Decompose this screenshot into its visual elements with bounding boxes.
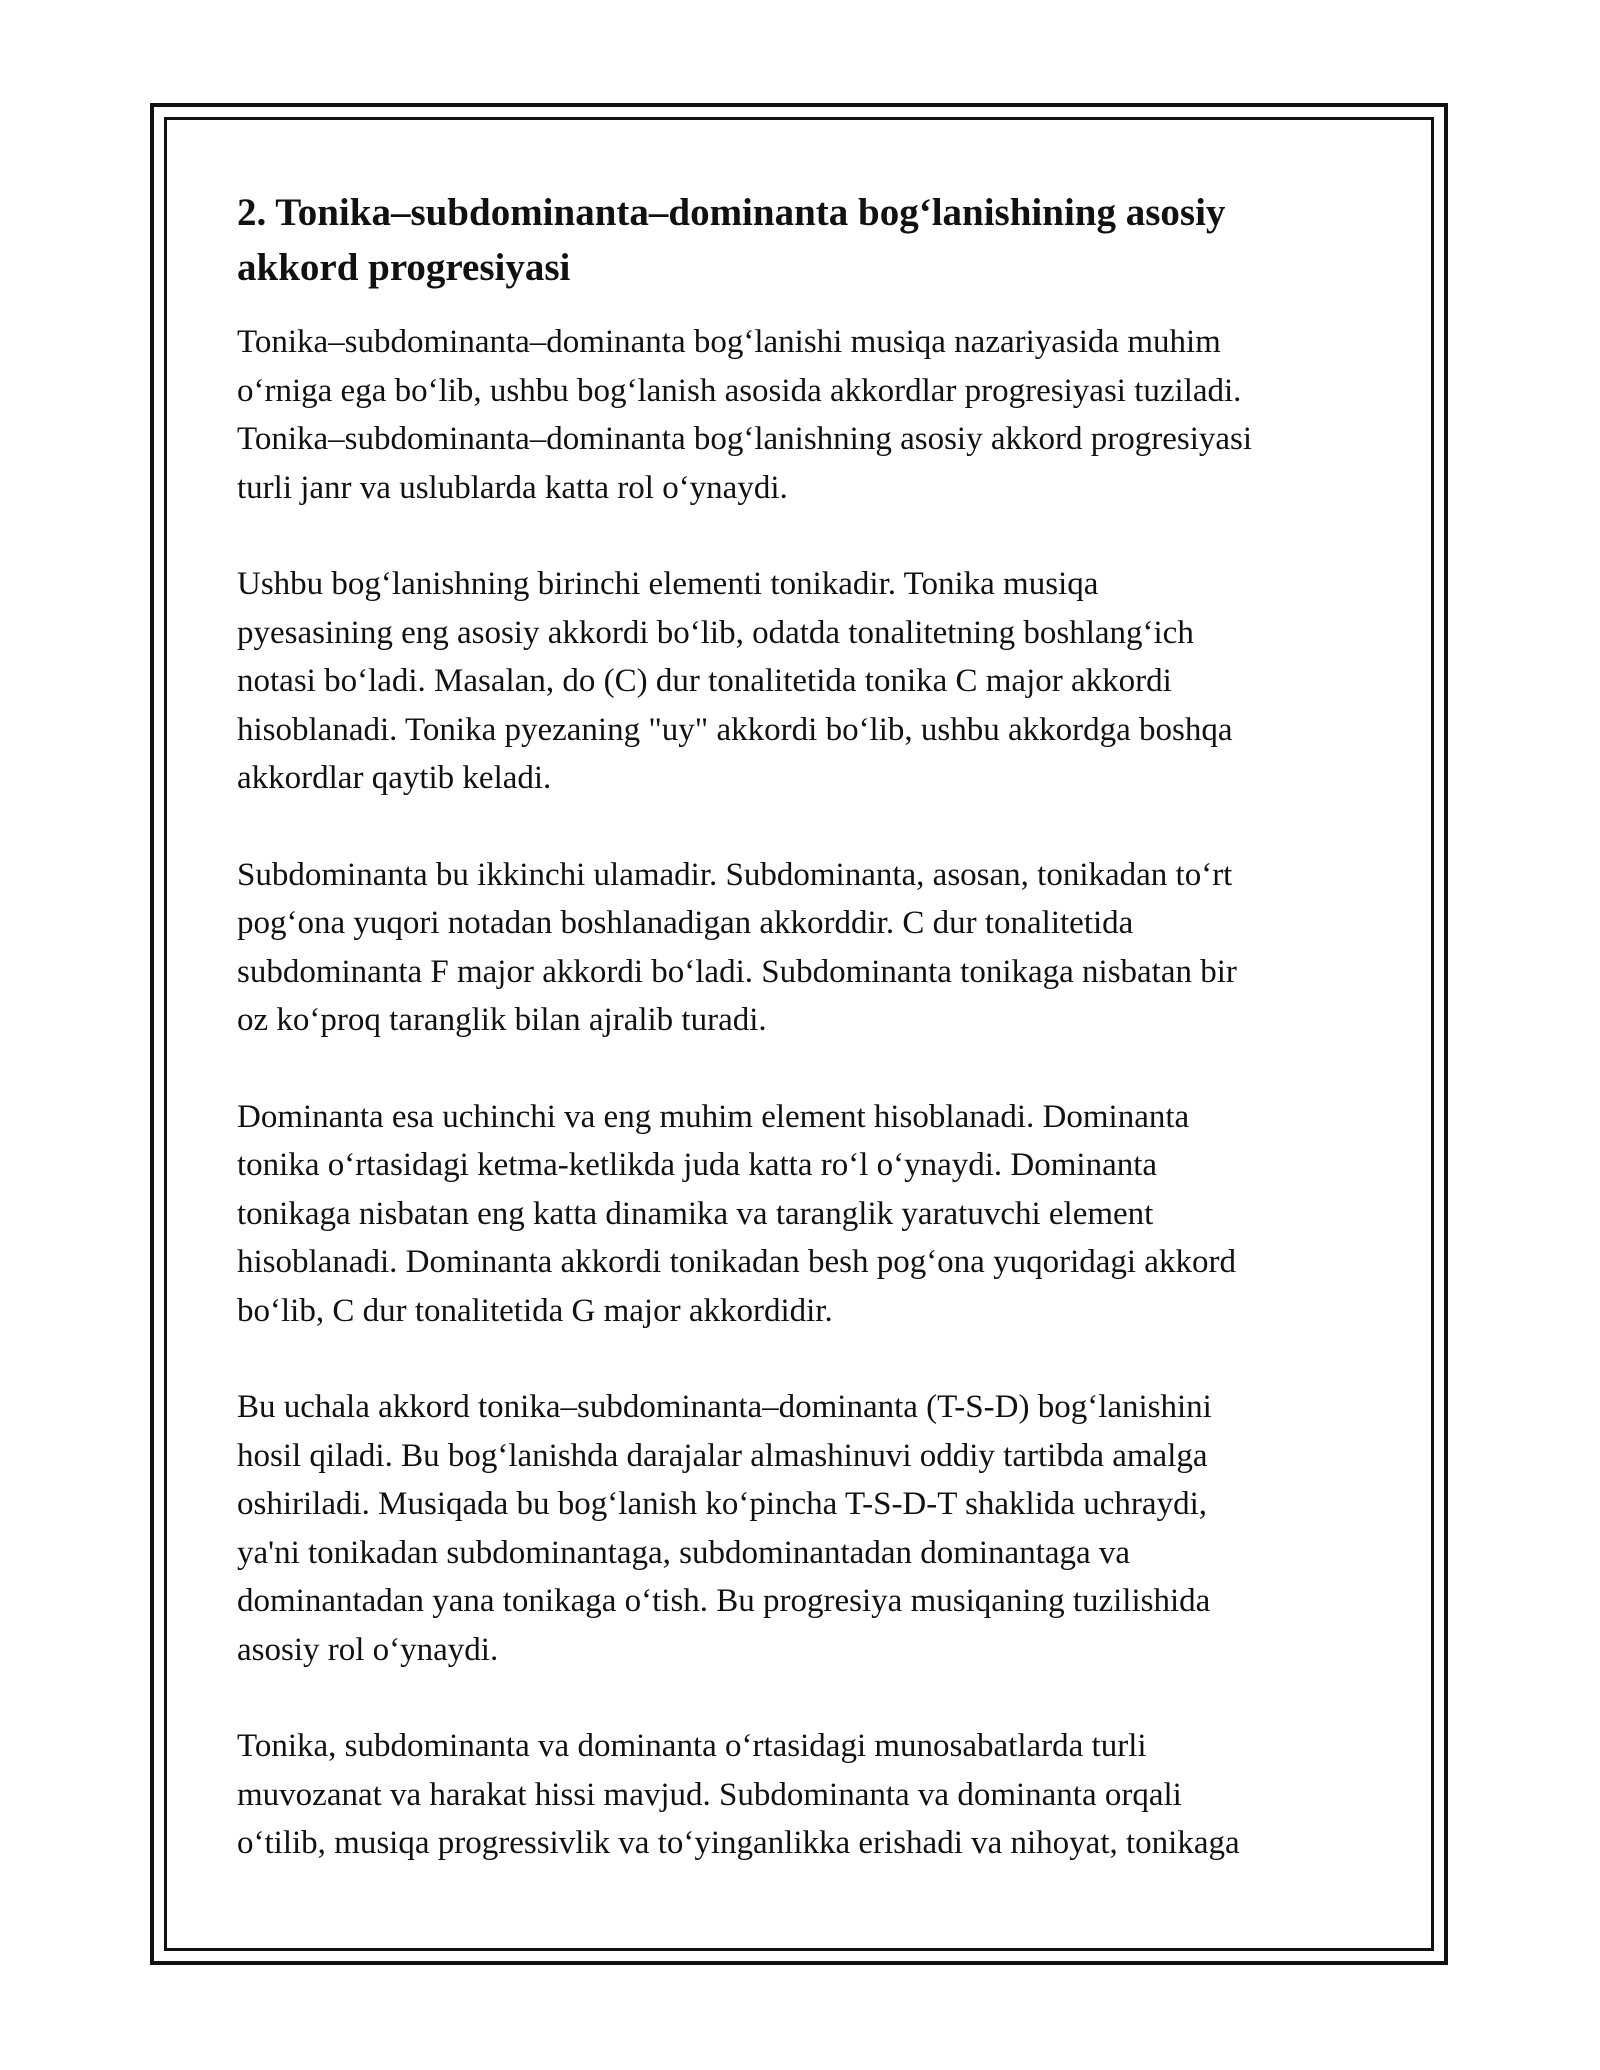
text-line: pog‘ona yuqori notadan boshlanadigan akkorddir. C dur tonalitetida — [237, 905, 1134, 941]
paragraph-subdominant — [237, 851, 1377, 1045]
text-line: Tonika–subdominanta–dominanta bog‘lanishning asosiy akkord progresiyasi — [237, 421, 1253, 457]
text-line: akkordlar qaytib keladi. — [237, 760, 552, 796]
paragraph-tonic — [237, 560, 1377, 803]
text-line: oz ko‘proq taranglik bilan ajralib turadi. — [237, 1002, 767, 1038]
text-line: tonikaga nisbatan eng katta dinamika va taranglik yaratuvchi element — [237, 1195, 1154, 1232]
text-line: subdominanta F major akkordi bo‘ladi. Subdominanta tonikaga nisbatan bir — [237, 953, 1237, 990]
section-heading-line: akkord progresiyasi — [237, 246, 571, 289]
document-body — [237, 185, 1377, 1868]
paragraph-dominant — [237, 1093, 1377, 1336]
text-line: Tonika, subdominanta va dominanta o‘rtasidagi munosabatlarda turli — [237, 1728, 1147, 1764]
text-line: Bu uchala akkord tonika–subdominanta–dominanta (T-S-D) bog‘lanishini — [237, 1389, 1212, 1425]
text-line: dominantadan yana tonikaga o‘tish. Bu progresiya musiqaning tuzilishida — [237, 1583, 1211, 1619]
text-line: tonika o‘rtasidagi ketma-ketlikda juda katta ro‘l o‘ynaydi. Dominanta — [237, 1147, 1158, 1183]
paragraph-tsd-connection — [237, 1383, 1377, 1674]
text-line: hisoblanadi. Dominanta akkordi tonikadan besh pog‘ona yuqoridagi akkord — [237, 1244, 1236, 1280]
text-line: asosiy rol o‘ynaydi. — [237, 1631, 499, 1668]
section-heading — [237, 185, 1377, 295]
text-line: Dominanta esa uchinchi va eng muhim element hisoblanadi. Dominanta — [237, 1098, 1190, 1135]
text-line: ya'ni tonikadan subdominantaga, subdominantadan dominantaga va — [237, 1534, 1131, 1571]
text-line: Subdominanta bu ikkinchi ulamadir. Subdominanta, asosan, tonikadan to‘rt — [237, 856, 1233, 893]
text-line: muvozanat va harakat hissi mavjud. Subdominanta va dominanta orqali — [237, 1776, 1182, 1813]
text-line: oshiriladi. Musiqada bu bog‘lanish ko‘pincha T-S-D-T shaklida uchraydi, — [237, 1486, 1207, 1522]
text-line: hosil qiladi. Bu bog‘lanishda darajalar almashinuvi oddiy tartibda amalga — [237, 1437, 1208, 1474]
text-line: Ushbu bog‘lanishning birinchi elementi tonikadir. Tonika musiqa — [237, 566, 1099, 602]
text-line: bo‘lib, C dur tonalitetida G major akkordidir. — [237, 1292, 833, 1329]
paragraph-relationships — [237, 1722, 1377, 1868]
text-line: Tonika–subdominanta–dominanta bog‘lanishi musiqa nazariyasida muhim — [237, 324, 1221, 360]
text-line: o‘tilib, musiqa progressivlik va to‘yinganlikka erishadi va nihoyat, tonikaga — [237, 1825, 1240, 1861]
paragraph-intro — [237, 318, 1377, 512]
section-heading-line: 2. Tonika–subdominanta–dominanta bog‘lanishining asosiy — [237, 191, 1226, 234]
text-line: o‘rniga ega bo‘lib, ushbu bog‘lanish asosida akkordlar progresiyasi tuziladi. — [237, 372, 1242, 409]
text-line: notasi bo‘ladi. Masalan, do (C) dur tonalitetida tonika C major akkordi — [237, 663, 1172, 699]
text-line: hisoblanadi. Tonika pyezaning "uy" akkordi bo‘lib, ushbu akkordga boshqa — [237, 711, 1233, 748]
text-line: pyesasining eng asosiy akkordi bo‘lib, odatda tonalitetning boshlang‘ich — [237, 614, 1194, 651]
text-line: turli janr va uslublarda katta rol o‘ynaydi. — [237, 469, 788, 506]
